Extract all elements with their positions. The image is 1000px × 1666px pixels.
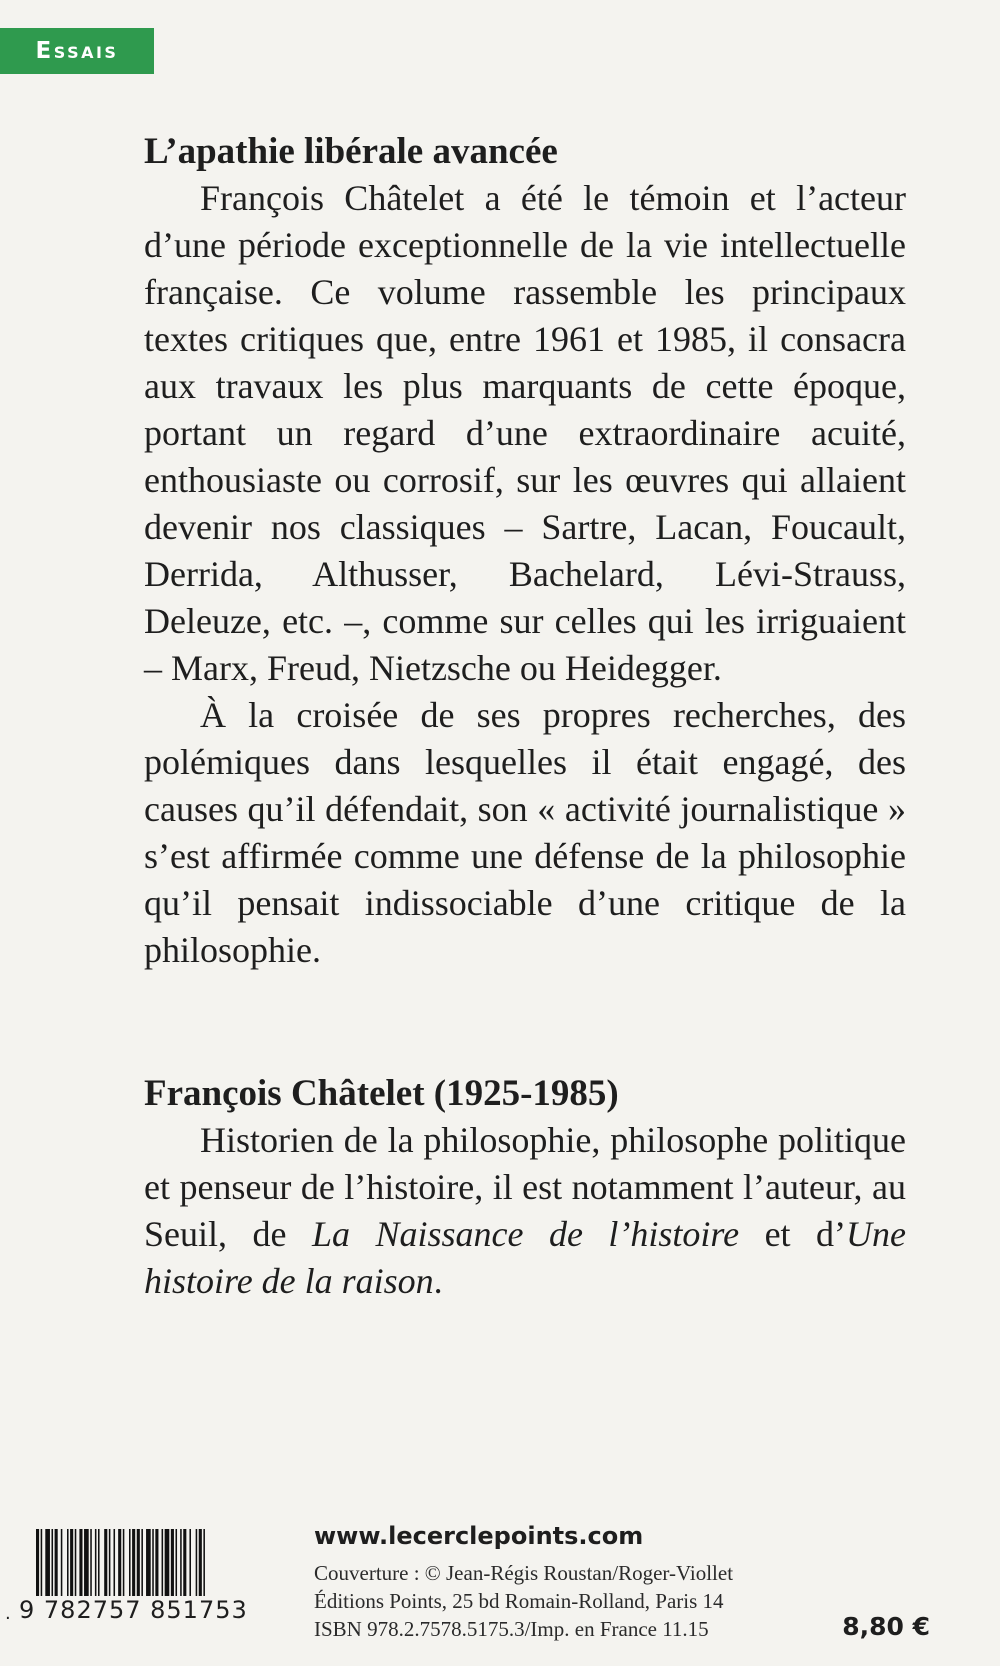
barcode-mark: · xyxy=(5,1608,11,1629)
summary-paragraph-2: À la croisée de ses propres recherches, des polémiques dans lesquelles il était engagé, des causes qu’il défendait, son « activité journalistique » s’est affirmée comme une défense de la philosophie qu’il pensait indissociable d’une critique de la philosophie. xyxy=(144,695,906,970)
book-summary-section xyxy=(144,128,906,974)
bio-text-end: . xyxy=(433,1261,443,1301)
barcode-number-text: 9 782757 851753 xyxy=(19,1596,248,1624)
isbn-line: ISBN 978.2.7578.5175.3/Imp. en France 11.15 xyxy=(314,1617,709,1641)
barcode-number xyxy=(18,1596,298,1624)
book-reference-2: Une histoire de la raison xyxy=(144,1214,907,1301)
publisher-address: Éditions Points, 25 bd Romain-Rolland, Paris 14 xyxy=(314,1589,724,1613)
cover-credit: Couverture : © Jean-Régis Roustan/Roger-Viollet xyxy=(314,1561,734,1585)
publisher-website: www.lecerclepoints.com xyxy=(314,1522,644,1550)
series-tag: Essais xyxy=(0,28,154,74)
bio-text-start: Historien de la philosophie, philosophe politique et penseur de l’histoire, il est notamment l’auteur, au Seuil, de xyxy=(144,1120,906,1254)
author-heading: François Châtelet (1925-1985) xyxy=(144,1073,619,1114)
bio-text-mid: et d’ xyxy=(739,1214,847,1254)
book-title-heading: L’apathie libérale avancée xyxy=(144,131,558,172)
author-bio-section xyxy=(144,1070,906,1305)
book-reference-1: La Naissance de l’histoire xyxy=(311,1214,740,1254)
author-bio-paragraph xyxy=(144,1117,906,1305)
price-label: 8,80 € xyxy=(842,1612,930,1641)
summary-paragraph-1: François Châtelet a été le témoin et l’acteur d’une période exceptionnelle de la vie intellectuelle française. Ce volume rassemble les principaux textes critiques que, entre 1961 et 1985, il consacra aux travaux les plus marquants de cette époque, portant un regard d’une extraordinaire acuité, enthousiaste ou corrosif, sur les œuvres qui allaient devenir nos classiques – Sartre, Lacan, Foucault, Derrida, Althusser, Bachelard, Lévi-Strauss, Deleuze, etc. –, comme sur celles qui les irriguaient – Marx, Freud, Nietzsche ou Heidegger. xyxy=(144,178,906,688)
